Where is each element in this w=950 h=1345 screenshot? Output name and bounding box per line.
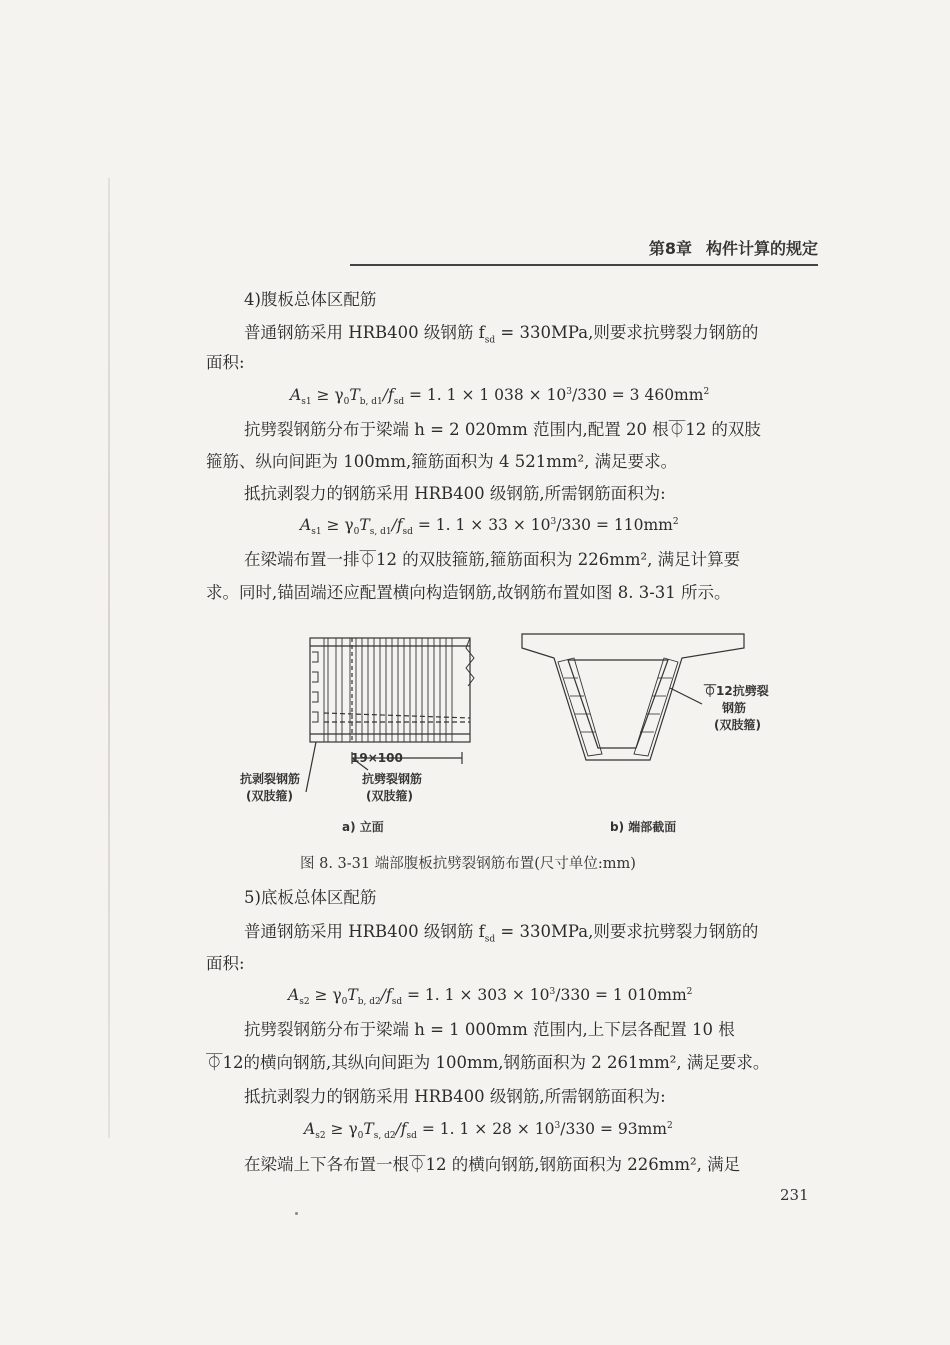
running-header bbox=[350, 236, 818, 266]
anti-splitting-sublabel: (双肢箍) bbox=[366, 789, 413, 803]
formula-as2-splitting: $A_{s2} \ge \gamma_0T_{b, d2}/f_{sd} = 1$. $1 \times 303 \times 10^3/330 = 1$ $010mm^2$ bbox=[288, 986, 693, 1008]
page-edge bbox=[108, 178, 110, 1138]
paragraph-line: 在梁端上下各布置一根⏁12 的横向钢筋,钢筋面积为 226mm², 满足 bbox=[244, 1155, 741, 1174]
subfigure-a-label: a) 立面 bbox=[342, 820, 384, 834]
paragraph-line: 箍筋、纵向间距为 100mm,箍筋面积为 4 521mm², 满足要求。 bbox=[206, 452, 678, 471]
elevation-view bbox=[306, 638, 474, 792]
dimension-label: 19×100 bbox=[351, 751, 403, 765]
section-rebar-label-2: 钢筋 bbox=[722, 701, 747, 715]
section-rebar-label: ⏁12抗劈裂 bbox=[704, 684, 769, 698]
subfigure-b-label: b) 端部截面 bbox=[610, 820, 677, 834]
anti-spalling-sublabel: (双肢箍) bbox=[246, 789, 293, 803]
paragraph-line: 抗劈裂钢筋分布于梁端 h = 2 020mm 范围内,配置 20 根⏁12 的双肢 bbox=[244, 420, 761, 439]
header-chapter: 第8章 bbox=[648, 239, 692, 258]
figure-8-3-31 bbox=[232, 618, 792, 818]
section-5-heading: 5)底板总体区配筋 bbox=[244, 888, 377, 907]
paragraph-line: 面积: bbox=[206, 954, 245, 973]
figure-caption: 图 8. 3-31 端部腹板抗劈裂钢筋布置(尺寸单位:mm) bbox=[300, 856, 636, 872]
formula-as2-spalling: $A_{s2} \ge \gamma_0T_{s, d2}/f_{sd} = 1$. $1 \times 28 \times 10^3/330 = 93mm^2$ bbox=[304, 1120, 673, 1142]
anti-spalling-label: 抗剥裂钢筋 bbox=[240, 772, 301, 786]
paragraph-line: 抵抗剥裂力的钢筋采用 HRB400 级钢筋,所需钢筋面积为: bbox=[244, 484, 666, 503]
scan-speck bbox=[295, 1212, 298, 1215]
header-title: 构件计算的规定 bbox=[705, 239, 818, 258]
paragraph-line: ⏁12的横向钢筋,其纵向间距为 100mm,钢筋面积为 2 261mm², 满足要求。 bbox=[206, 1053, 770, 1072]
paragraph-line: 在梁端布置一排⏁12 的双肢箍筋,箍筋面积为 226mm², 满足计算要 bbox=[244, 550, 741, 569]
formula-as1-spalling: $A_{s1} \ge \gamma_0T_{s, d1}/f_{sd} = 1$. $1 \times 33 \times 10^3/330 = 110mm^2$ bbox=[300, 516, 679, 538]
paragraph-line: 面积: bbox=[206, 353, 245, 372]
paragraph-line: 求。同时,锚固端还应配置横向构造钢筋,故钢筋布置如图 8. 3-31 所示。 bbox=[206, 583, 731, 602]
section-rebar-label-3: (双肢箍) bbox=[714, 718, 761, 732]
paragraph-line: 抗劈裂钢筋分布于梁端 h = 1 000mm 范围内,上下层各配置 10 根 bbox=[244, 1020, 735, 1039]
section-4-heading: 4)腹板总体区配筋 bbox=[244, 290, 377, 309]
formula-as1-splitting: $A_{s1} \ge \gamma_0T_{b, d1}/f_{sd} = 1$. 1 × 1 $038 \times 10^3/330 = 3$ $460mm^2$ bbox=[290, 386, 710, 408]
paragraph-line: 抵抗剥裂力的钢筋采用 HRB400 级钢筋,所需钢筋面积为: bbox=[244, 1087, 666, 1106]
anti-splitting-label: 抗劈裂钢筋 bbox=[362, 772, 423, 786]
page-number: 231 bbox=[780, 1186, 809, 1204]
paragraph-line: 普通钢筋采用 HRB400 级钢筋 $f_{sd} = 330MPa$,则要求抗劈裂力钢筋的 bbox=[244, 922, 759, 945]
paragraph-line: 普通钢筋采用 HRB400 级钢筋 $f_{sd} = 330MPa$,则要求抗劈裂力钢筋的 bbox=[244, 323, 759, 346]
